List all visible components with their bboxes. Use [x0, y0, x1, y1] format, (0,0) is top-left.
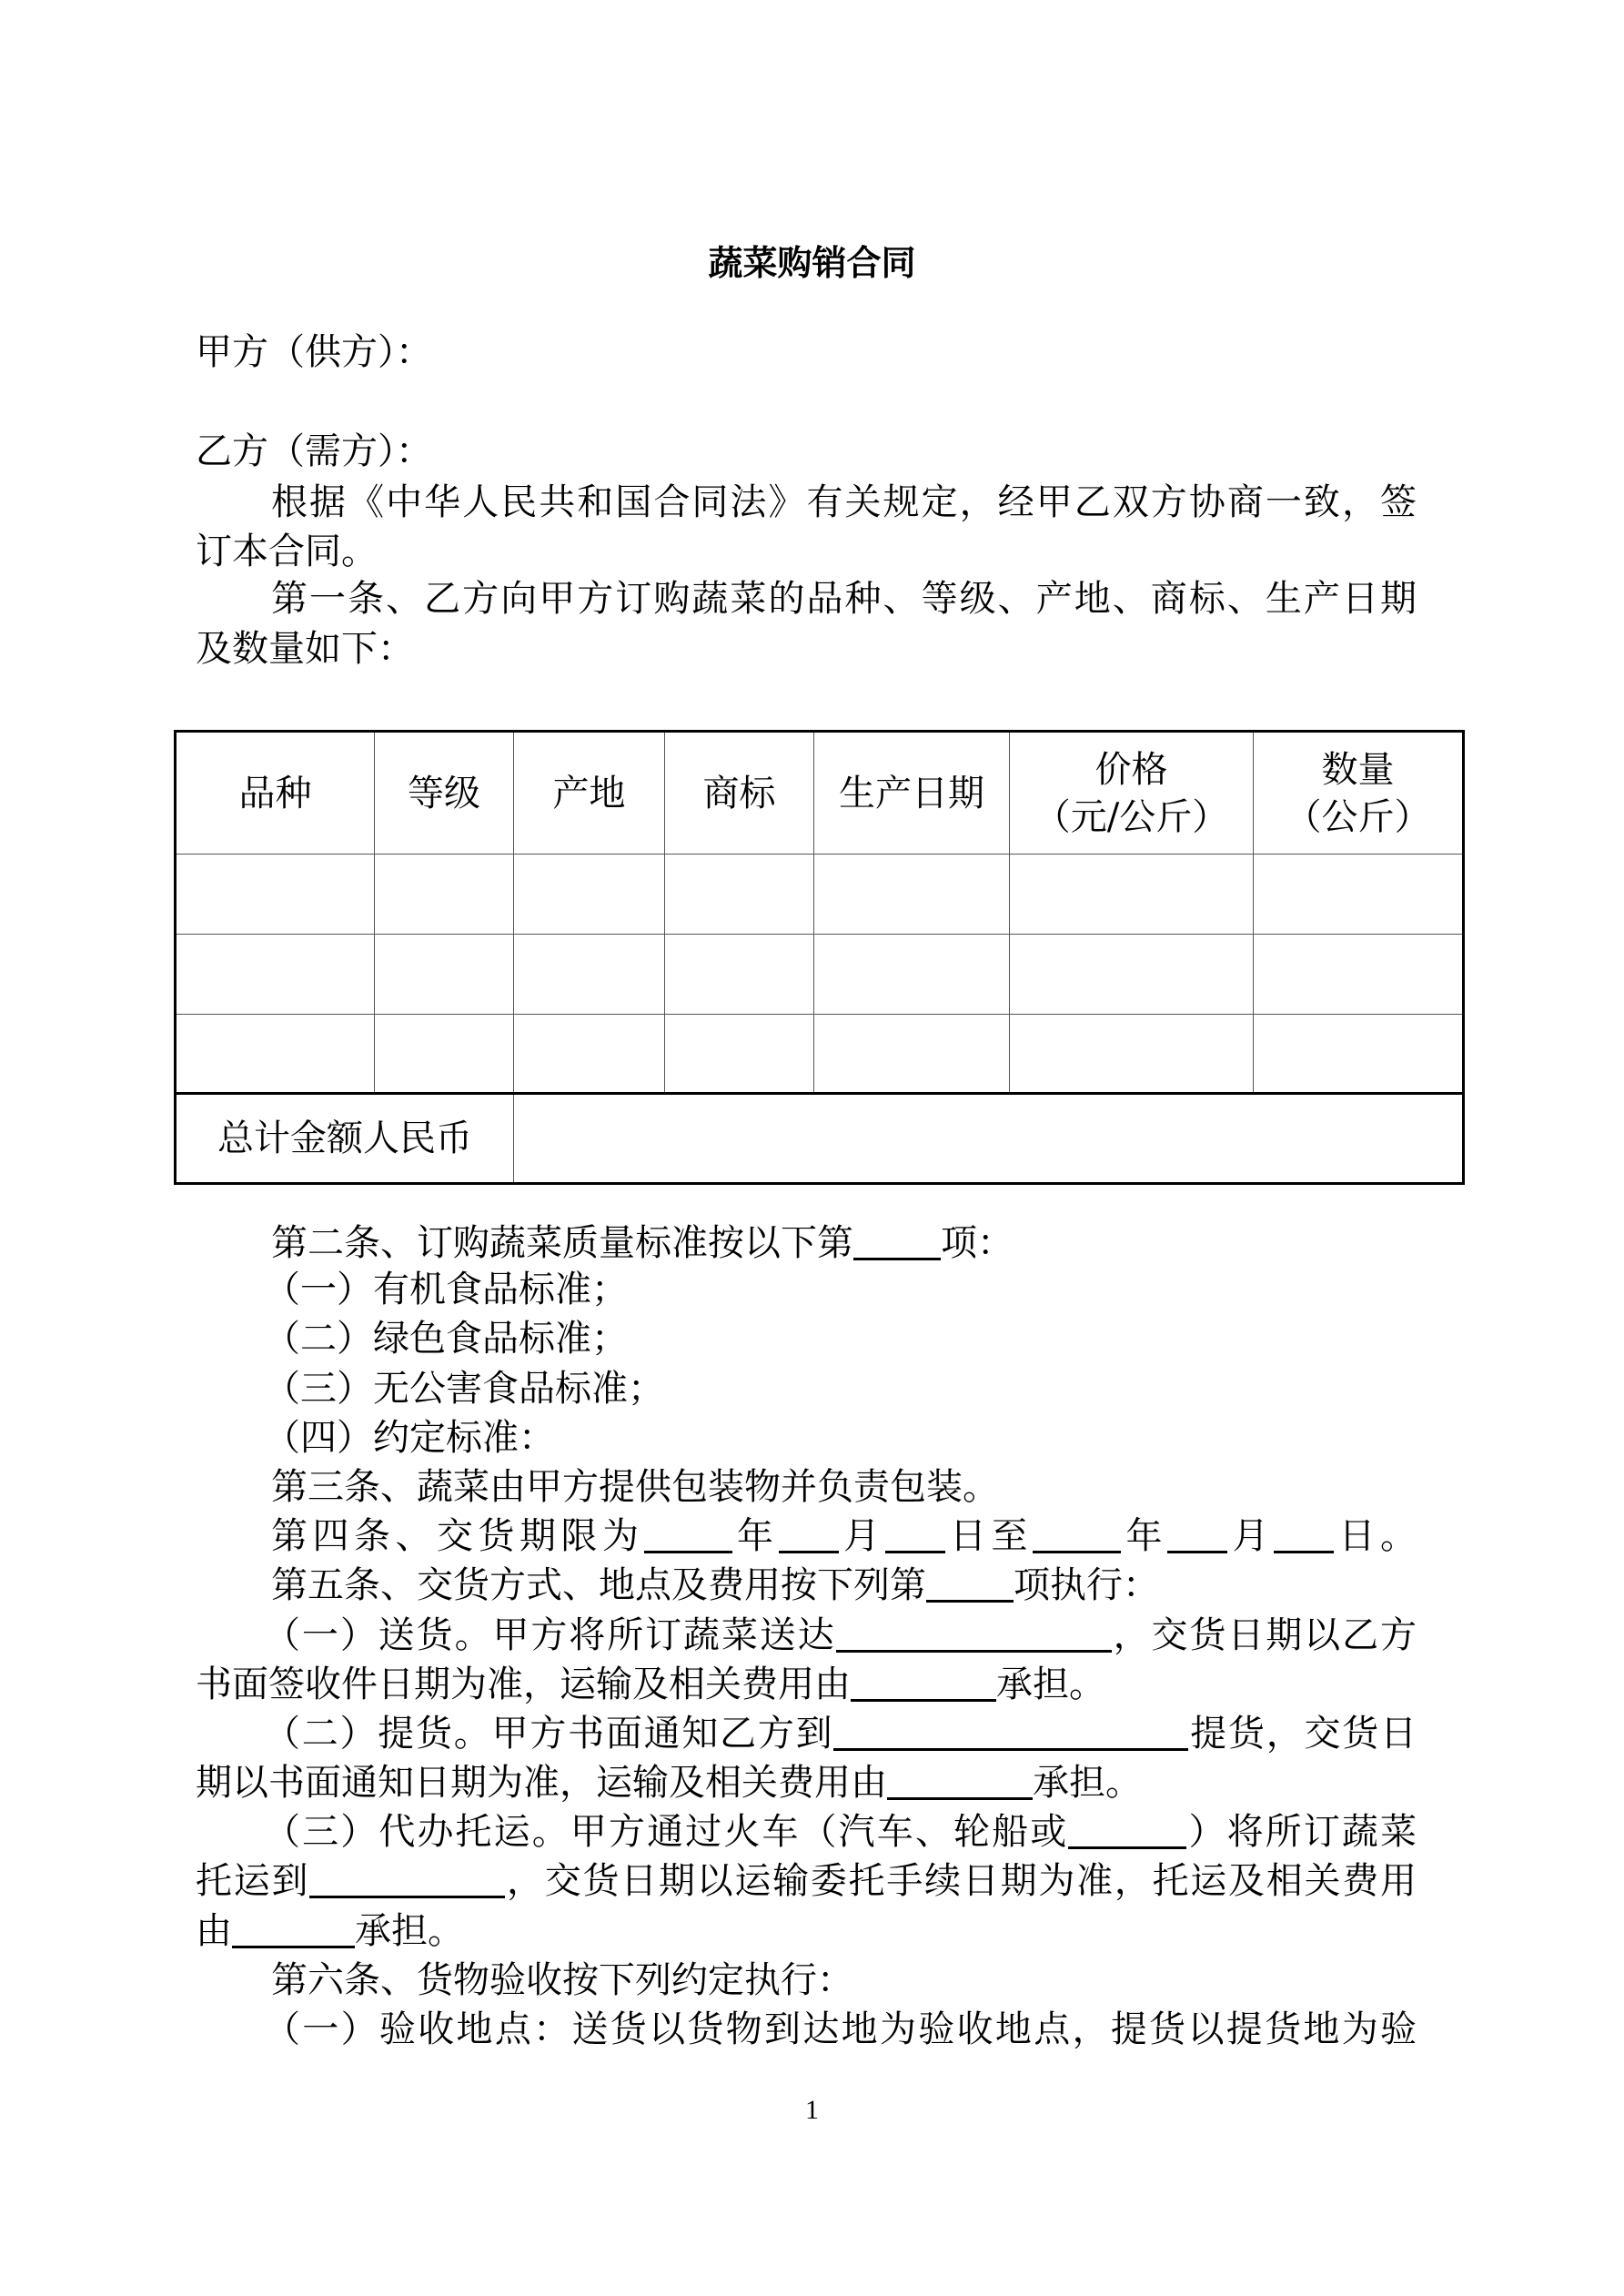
header-brand: 商标 — [665, 732, 814, 855]
table-cell[interactable] — [814, 855, 1010, 935]
table-cell[interactable] — [176, 935, 375, 1015]
total-row — [176, 1094, 1464, 1184]
table-cell[interactable] — [514, 1015, 665, 1094]
total-amount-cell[interactable] — [514, 1094, 1464, 1184]
header-price — [1010, 732, 1254, 855]
article1-line-1: 第一条、乙方向甲方订购蔬菜的品种、等级、产地、商标、生产日期 — [271, 578, 1417, 620]
blank-month-start[interactable] — [779, 1514, 839, 1553]
article3-line: 第三条、蔬菜由甲方提供包装物并负责包装。 — [271, 1466, 999, 1508]
table-cell[interactable] — [814, 935, 1010, 1015]
table-row — [176, 935, 1464, 1015]
delivery-b-line-2 — [196, 1758, 1417, 1807]
preamble-line-1: 根据《中华人民共和国合同法》有关规定，经甲乙双方协商一致，签 — [271, 481, 1417, 523]
text: 由 — [196, 1910, 232, 1952]
blank-month-end[interactable] — [1167, 1514, 1227, 1553]
header-quantity-unit: （公斤） — [1285, 795, 1431, 838]
table-row — [176, 855, 1464, 935]
standard-item-4: （四）约定标准： — [264, 1417, 555, 1459]
year-label: 年 — [1121, 1515, 1167, 1557]
header-production-date: 生产日期 — [814, 732, 1010, 855]
delivery-c-line-1 — [264, 1807, 1417, 1856]
delivery-b-line-1 — [264, 1709, 1417, 1758]
document-title: 蔬菜购销合同 — [708, 243, 916, 283]
table-cell[interactable] — [1254, 855, 1464, 935]
text: ，交货日期以乙方 — [1111, 1614, 1417, 1656]
month-label: 月 — [838, 1515, 885, 1557]
blank-day-end[interactable] — [1274, 1514, 1334, 1553]
blank-cost-bearer[interactable] — [232, 1909, 355, 1948]
table-cell[interactable] — [514, 855, 665, 935]
article4-line — [271, 1512, 1417, 1561]
preamble-line-2: 订本合同。 — [196, 531, 378, 572]
header-origin: 产地 — [514, 732, 665, 855]
day-to-label: 日至 — [944, 1515, 1033, 1557]
text: 承担。 — [1033, 1762, 1142, 1804]
year-label: 年 — [731, 1515, 779, 1557]
blank-pickup-place[interactable] — [833, 1712, 1188, 1751]
table-row — [176, 1015, 1464, 1094]
article1-line-2: 及数量如下： — [196, 628, 414, 670]
header-price-label: 价格 — [1094, 748, 1168, 791]
standard-item-3: （三）无公害食品标准； — [264, 1368, 664, 1410]
table-cell[interactable] — [1010, 935, 1254, 1015]
table-header-row — [176, 732, 1464, 855]
blank-field[interactable] — [853, 1221, 941, 1260]
table-cell[interactable] — [176, 855, 375, 935]
table-cell[interactable] — [665, 855, 814, 935]
table-cell[interactable] — [375, 855, 514, 935]
table-cell[interactable] — [665, 1015, 814, 1094]
blank-delivery-place[interactable] — [836, 1613, 1112, 1653]
header-variety: 品种 — [176, 732, 375, 855]
header-quantity-label: 数量 — [1321, 748, 1395, 791]
blank-day-start[interactable] — [885, 1514, 945, 1553]
text: 承担。 — [355, 1910, 464, 1952]
article5-line — [271, 1561, 1417, 1610]
article5-text-end: 项执行： — [1014, 1564, 1159, 1606]
table-cell[interactable] — [665, 935, 814, 1015]
text: （二）提货。甲方书面通知乙方到 — [264, 1713, 834, 1755]
table-cell[interactable] — [1254, 1015, 1464, 1094]
delivery-a-line-2 — [196, 1660, 1417, 1709]
blank-cost-bearer[interactable] — [851, 1663, 996, 1702]
text: 书面签收件日期为准，运输及相关费用由 — [196, 1664, 851, 1705]
header-grade: 等级 — [375, 732, 514, 855]
day-label: 日。 — [1334, 1515, 1417, 1557]
text: 提货，交货日 — [1188, 1713, 1417, 1755]
article5-text: 第五条、交货方式、地点及费用按下列第 — [271, 1564, 926, 1606]
text: （三）代办托运。甲方通过火车（汽车、轮船或 — [264, 1811, 1069, 1853]
text: （一）送货。甲方将所订蔬菜送达 — [264, 1614, 836, 1656]
table-cell[interactable] — [1010, 855, 1254, 935]
text: 期以书面通知日期为准，运输及相关费用由 — [196, 1762, 887, 1804]
delivery-a-line-1 — [264, 1611, 1417, 1660]
month-label: 月 — [1227, 1515, 1274, 1557]
page-number: 1 — [805, 2095, 819, 2125]
blank-year-start[interactable] — [644, 1514, 732, 1553]
blank-cost-bearer[interactable] — [887, 1761, 1033, 1800]
table-cell[interactable] — [375, 935, 514, 1015]
table-cell[interactable] — [814, 1015, 1010, 1094]
header-price-unit: （元/公斤） — [1034, 795, 1229, 838]
article2-text: 第二条、订购蔬菜质量标准按以下第 — [271, 1222, 853, 1264]
blank-year-end[interactable] — [1033, 1514, 1121, 1553]
table-cell[interactable] — [1010, 1015, 1254, 1094]
standard-item-2: （二）绿色食品标准； — [264, 1318, 628, 1360]
table-cell[interactable] — [176, 1015, 375, 1094]
article4-text: 第四条、交货期限为 — [271, 1515, 644, 1557]
delivery-c-line-3 — [196, 1907, 1417, 1956]
table-cell[interactable] — [514, 935, 665, 1015]
table-cell[interactable] — [375, 1015, 514, 1094]
text: ，交货日期以运输委托手续日期为准，托运及相关费用 — [505, 1860, 1417, 1902]
article6-line: 第六条、货物验收按下列约定执行： — [271, 1959, 853, 2001]
acceptance-line-1: （一）验收地点：送货以货物到达地为验收地点，提货以提货地为验 — [264, 2008, 1417, 2050]
party-b-label: 乙方（需方）： — [196, 430, 432, 472]
blank-field[interactable] — [926, 1563, 1014, 1603]
blank-transport-mode[interactable] — [1068, 1810, 1186, 1849]
article2-line — [271, 1219, 1417, 1268]
total-label: 总计金额人民币 — [176, 1094, 514, 1184]
standard-item-1: （一）有机食品标准； — [264, 1269, 628, 1310]
delivery-c-line-2 — [196, 1856, 1417, 1906]
table-cell[interactable] — [1254, 935, 1464, 1015]
text: ）将所订蔬菜 — [1186, 1811, 1417, 1853]
text: 托运到 — [196, 1860, 310, 1902]
product-table — [174, 730, 1465, 1185]
text: 承担。 — [996, 1664, 1105, 1705]
article2-text-end: 项： — [941, 1222, 1014, 1264]
party-a-label: 甲方（供方）： — [196, 331, 432, 373]
header-quantity — [1254, 732, 1464, 855]
blank-consign-destination[interactable] — [309, 1859, 505, 1898]
